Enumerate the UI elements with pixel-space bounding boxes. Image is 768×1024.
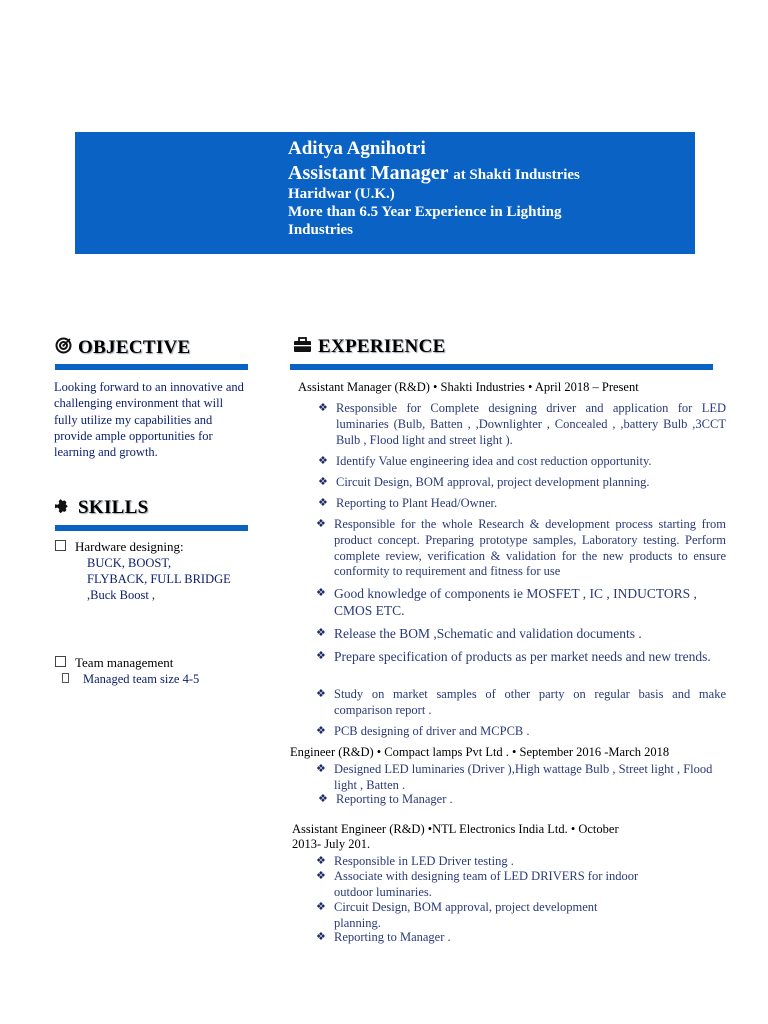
- bullet-text: PCB designing of driver and MCPCB .: [334, 724, 530, 738]
- skills-title: SKILLS: [78, 497, 149, 518]
- diamond-bullet-icon: ❖: [318, 793, 328, 805]
- bullet-text: Responsible for the whole Research & development process starting from product concept. Preparing prototype samples, Laboratory testing. Perform complete review, verification & validation for the new products to ensure conformity to requirement and fitness for use: [334, 517, 726, 579]
- bullet-text: Circuit Design, BOM approval, project development planning.: [336, 475, 650, 489]
- bullet-text: Prepare specification of products as per market needs and new trends.: [334, 649, 711, 664]
- bullet-text: Associate with designing team of LED DRIVERS for indoor outdoor luminaries.: [334, 869, 639, 899]
- bullet-text: Reporting to Manager .: [336, 792, 453, 806]
- diamond-bullet-icon: ❖: [316, 688, 326, 700]
- bullet-text: Reporting to Plant Head/Owner.: [336, 496, 498, 510]
- job-bullet: [316, 930, 644, 946]
- objective-heading: [55, 337, 191, 360]
- diamond-bullet-icon: ❖: [316, 931, 326, 943]
- skill-item: [55, 655, 173, 671]
- job-bullet: [316, 724, 726, 740]
- job-bullet: [316, 585, 726, 619]
- job-bullet: [316, 648, 726, 665]
- bullet-text: Release the BOM ,Schematic and validation documents .: [334, 626, 642, 641]
- job-bullet: [318, 496, 726, 512]
- diamond-bullet-icon: ❖: [316, 627, 326, 639]
- skill-item: [55, 539, 184, 555]
- bullet-text: Reporting to Manager .: [334, 930, 451, 944]
- experience-title: EXPERIENCE: [318, 336, 446, 357]
- diamond-bullet-icon: ❖: [316, 725, 326, 737]
- bullet-text: Designed LED luminaries (Driver ),High wattage Bulb , Street light , Flood light , Batten .: [334, 762, 713, 792]
- diamond-bullet-icon: ❖: [316, 901, 326, 913]
- job-bullet: [316, 625, 726, 642]
- job-heading: Engineer (R&D) • Compact lamps Pvt Ltd . • September 2016 -March 2018: [290, 745, 670, 759]
- skill-detail: BUCK, BOOST,: [87, 556, 172, 570]
- role-company: at Shakti Industries: [453, 166, 580, 183]
- square-icon: [62, 673, 69, 683]
- job-heading: [292, 822, 619, 852]
- job-bullet: [316, 869, 644, 901]
- job-bullet: [316, 517, 726, 580]
- skills-heading: [55, 497, 148, 520]
- diamond-bullet-icon: ❖: [316, 518, 326, 530]
- experience-heading: [293, 336, 446, 359]
- experience-summary-1: More than 6.5 Year Experience in Lighting: [288, 203, 562, 220]
- skill-details: [62, 671, 199, 687]
- current-role: [288, 161, 580, 185]
- location: Haridwar (U.K.): [288, 185, 395, 202]
- skill-details: [87, 555, 231, 603]
- bullet-text: Responsible in LED Driver testing .: [334, 854, 514, 868]
- objective-divider: [55, 364, 248, 370]
- diamond-bullet-icon: ❖: [316, 763, 326, 775]
- candidate-name: Aditya Agnihotri: [288, 138, 426, 159]
- job-heading-line: Assistant Engineer (R&D) •NTL Electronics India Ltd. • October: [292, 822, 619, 836]
- role-title: Assistant Manager: [288, 161, 449, 184]
- diamond-bullet-icon: ❖: [316, 650, 326, 662]
- bullet-text: Study on market samples of other party on regular basis and make comparison report .: [334, 687, 726, 717]
- bullet-text: Responsible for Complete designing driver and application for LED luminaries (Bulb, Batten , ,Downlighter , Concealed , ,battery Bulb ,3CCT Bulb , Flood light and street light ).: [336, 401, 726, 447]
- bullet-text: Identify Value engineering idea and cost reduction opportunity.: [336, 454, 652, 468]
- experience-divider: [290, 364, 713, 370]
- checkbox-icon: [55, 656, 66, 667]
- diamond-bullet-icon: ❖: [316, 855, 326, 867]
- diamond-bullet-icon: ❖: [316, 587, 326, 599]
- job-bullet: [318, 792, 721, 808]
- puzzle-icon: [55, 497, 72, 520]
- objective-text: Looking forward to an innovative and challenging environment that will fully utilize my capabilities and provide ample opportunities for learning and growth.: [54, 380, 244, 460]
- bullet-text: Good knowledge of components ie MOSFET , IC , INDUCTORS , CMOS ETC.: [334, 586, 697, 618]
- job-bullet: [316, 900, 644, 932]
- job-bullet: [316, 762, 719, 794]
- skills-divider: [55, 525, 248, 531]
- skill-label: Hardware designing:: [75, 539, 184, 554]
- diamond-bullet-icon: ❖: [318, 476, 328, 488]
- diamond-bullet-icon: ❖: [318, 455, 328, 467]
- skill-detail: Managed team size 4-5: [83, 672, 200, 686]
- job-bullet: [316, 687, 726, 719]
- objective-title: OBJECTIVE: [78, 337, 191, 358]
- job-bullet: [318, 454, 726, 470]
- skill-label: Team management: [75, 655, 174, 670]
- job-bullet: [318, 401, 726, 448]
- bullet-text: Circuit Design, BOM approval, project development planning.: [334, 900, 598, 930]
- diamond-bullet-icon: ❖: [316, 870, 326, 882]
- job-heading: Assistant Manager (R&D) • Shakti Industries • April 2018 – Present: [298, 380, 639, 394]
- job-heading-line: 2013- July 201.: [292, 837, 371, 851]
- job-bullet: [316, 854, 644, 870]
- briefcase-icon: [293, 337, 312, 359]
- skill-detail: ,Buck Boost ,: [87, 588, 156, 602]
- job-bullet: [318, 475, 726, 491]
- diamond-bullet-icon: ❖: [318, 402, 328, 414]
- checkbox-icon: [55, 540, 66, 551]
- experience-summary-2: Industries: [288, 221, 354, 238]
- target-icon: [55, 337, 72, 360]
- header-banner: [75, 132, 695, 254]
- skill-detail: FLYBACK, FULL BRIDGE: [87, 572, 231, 586]
- diamond-bullet-icon: ❖: [318, 497, 328, 509]
